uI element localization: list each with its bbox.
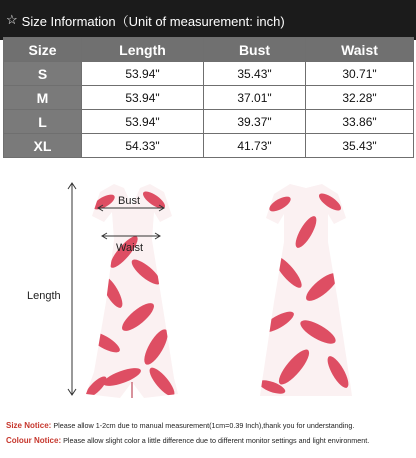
colour-notice-text: Please allow slight color a little difference due to different monitor settings and light environment.	[63, 436, 370, 445]
waist-cell: 33.86"	[306, 110, 414, 134]
table-header-row	[4, 38, 414, 62]
waist-cell: 32.28"	[306, 86, 414, 110]
size-notice	[6, 421, 354, 430]
column-header-bust: Bust	[204, 38, 306, 62]
column-header-length: Length	[82, 38, 204, 62]
star-icon: ☆	[6, 12, 18, 27]
table-row	[4, 86, 414, 110]
size-cell: S	[4, 62, 82, 86]
back-dress-image	[258, 182, 354, 400]
bust-cell: 35.43"	[204, 62, 306, 86]
length-cell: 53.94"	[82, 110, 204, 134]
bust-cell: 39.37"	[204, 110, 306, 134]
colour-notice	[6, 436, 369, 445]
length-label: Length	[27, 290, 61, 302]
column-header-waist: Waist	[306, 38, 414, 62]
length-cell: 53.94"	[82, 62, 204, 86]
table-row	[4, 134, 414, 158]
length-arrow-icon	[60, 180, 84, 400]
table-row	[4, 62, 414, 86]
size-cell: XL	[4, 134, 82, 158]
length-cell: 54.33"	[82, 134, 204, 158]
bust-cell: 37.01"	[204, 86, 306, 110]
size-cell: L	[4, 110, 82, 134]
waist-cell: 30.71"	[306, 62, 414, 86]
waist-cell: 35.43"	[306, 134, 414, 158]
table-row	[4, 110, 414, 134]
size-cell: M	[4, 86, 82, 110]
bust-label: Bust	[118, 195, 141, 207]
column-header-size: Size	[4, 38, 82, 62]
size-notice-text: Please allow 1-2cm due to manual measurement(1cm=0.39 Inch),thank you for understanding.	[53, 421, 355, 430]
size-table	[3, 37, 414, 158]
bust-cell: 41.73"	[204, 134, 306, 158]
colour-notice-label: Colour Notice:	[6, 436, 62, 445]
header-title: Size Information（Unit of measurement: inch)	[21, 13, 285, 29]
waist-label: Waist	[116, 242, 144, 254]
size-info-header	[0, 0, 416, 40]
length-cell: 53.94"	[82, 86, 204, 110]
size-notice-label: Size Notice:	[6, 421, 52, 430]
